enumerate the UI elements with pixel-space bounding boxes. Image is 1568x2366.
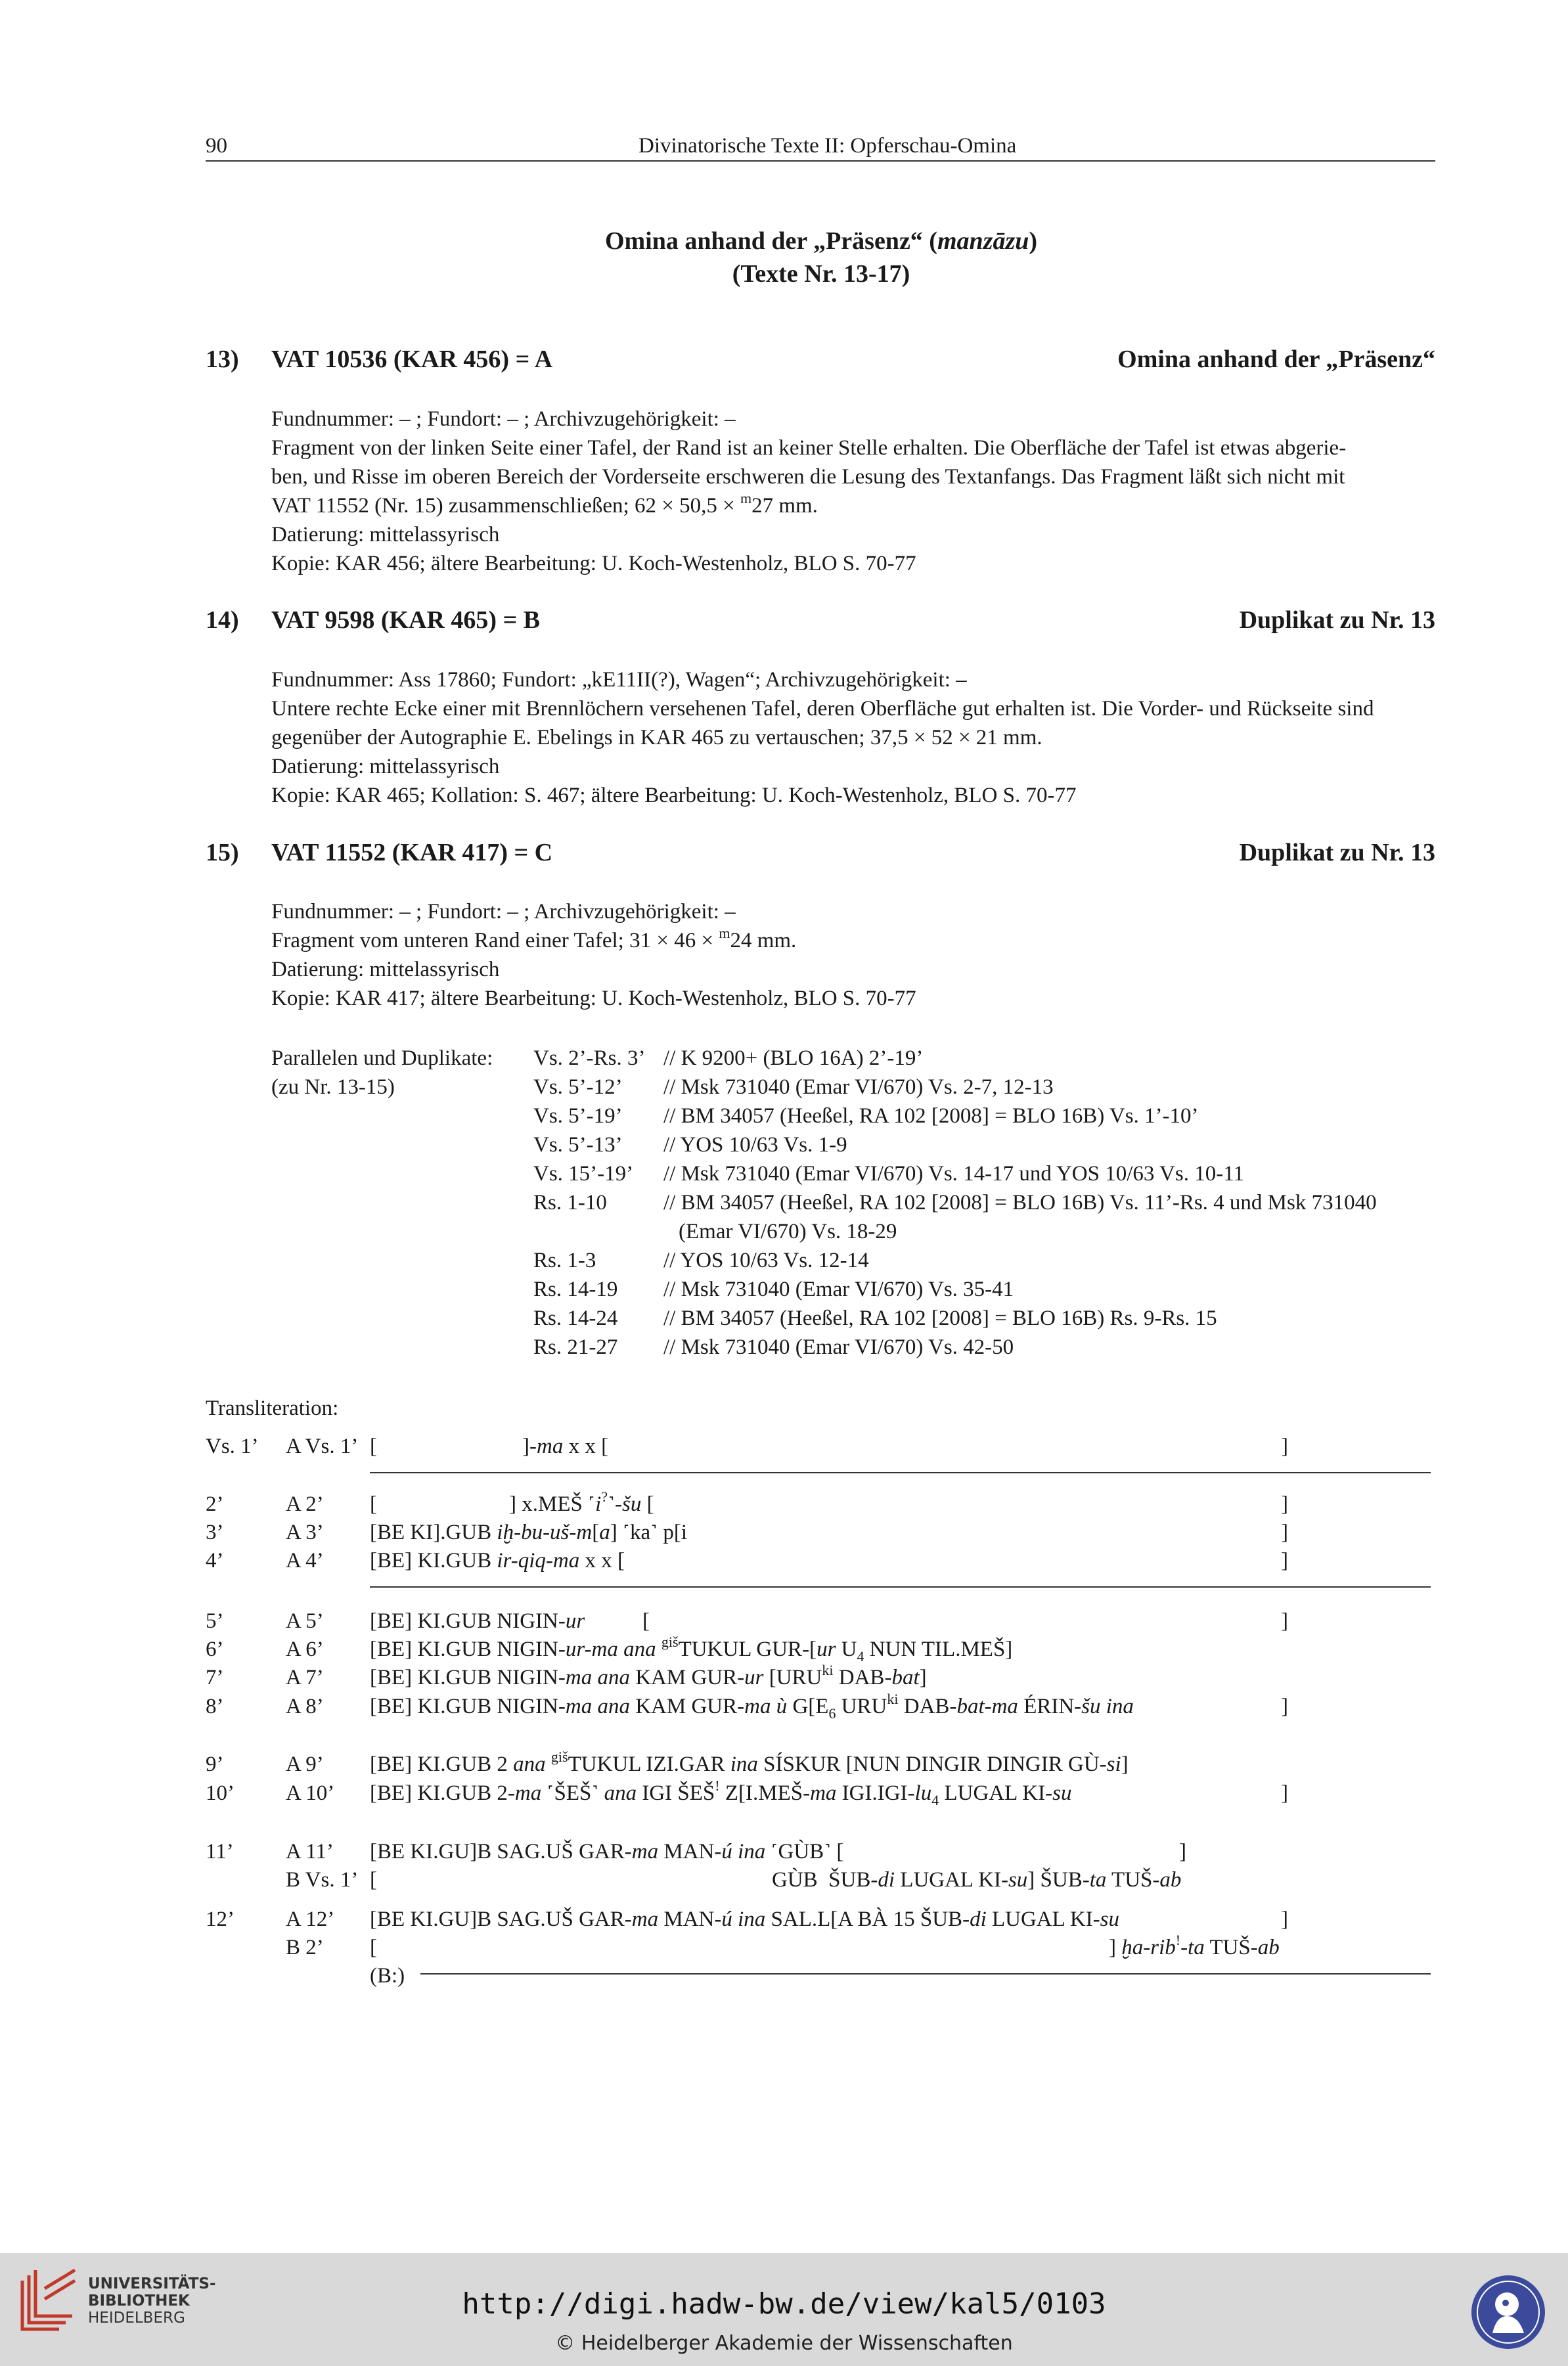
line-text: ] — [1281, 1435, 1288, 1458]
line-text: ] — [1281, 1695, 1288, 1718]
parallel-text: // Msk 731040 (Emar VI/670) Vs. 35-41 — [663, 1278, 1014, 1301]
parallel-text: // Msk 731040 (Emar VI/670) Vs. 14-17 und YOS 10/63 Vs. 10-11 — [663, 1162, 1244, 1186]
parallel-text: // K 9200+ (BLO 16A) 2’-19’ — [663, 1046, 924, 1070]
entry-classification: Duplikat zu Nr. 13 — [1239, 839, 1435, 866]
entry-line: Fundnummer: Ass 17860; Fundort: „kE11II(?), Wagen“; Archivzugehörigkeit: – — [271, 668, 967, 692]
line-source: A 5’ — [286, 1609, 324, 1633]
line-text: [BE] KI.GUB 2 ana $^{giš}$TUKUL IZI.GAR ina SÍSKUR [NUN DINGIR DINGIR GÙ-si] — [370, 1749, 1129, 1776]
entry-line: Kopie: KAR 465; Kollation: S. 467; ältere Bearbeitung: U. Koch-Westenholz, BLO S. 70-77 — [271, 784, 1077, 807]
line-text: [ — [370, 1435, 377, 1458]
line-number: 5’ — [206, 1609, 224, 1633]
entry-line: gegenüber der Autographie E. Ebelings in KAR 465 zu vertauschen; 37,5 × 52 × 21 mm. — [271, 726, 1042, 749]
divider-rule — [370, 1472, 1431, 1473]
entry-line: Datierung: mittelassyrisch — [271, 958, 500, 981]
line-number: 12’ — [206, 1908, 235, 1931]
line-number: 11’ — [206, 1840, 234, 1864]
line-number: 10’ — [206, 1781, 235, 1805]
line-number: 6’ — [206, 1638, 224, 1661]
parallel-ref: Vs. 5’-12’ — [533, 1075, 623, 1099]
line-number: 4’ — [206, 1549, 224, 1573]
divider-rule — [420, 1973, 1431, 1975]
parallel-text: // BM 34057 (Heeßel, RA 102 [2008] = BLO 16B) Vs. 11’-Rs. 4 und Msk 731040 — [663, 1191, 1377, 1215]
entry-line: Fragment von der linken Seite einer Tafel, der Rand ist an keiner Stelle erhalten. Die Oberfläche der Tafel ist etwas abgerie- — [271, 436, 1347, 460]
parallel-text: // BM 34057 (Heeßel, RA 102 [2008] = BLO 16B) Rs. 9-Rs. 15 — [663, 1306, 1217, 1330]
line-text: ] x.MEŠ ˹i?˺-šu [ — [509, 1488, 654, 1516]
line-text: ] — [1281, 1492, 1288, 1516]
line-text: [BE KI.GU]B SAG.UŠ GAR-ma MAN-ú ina SAL.L[A BÀ 15 ŠUB-di LUGAL KI-su — [370, 1908, 1119, 1931]
line-text: ] — [1281, 1549, 1288, 1573]
line-source: A 12’ — [286, 1908, 335, 1931]
line-source: A 2’ — [286, 1492, 324, 1516]
entry-classification: Omina anhand der „Präsenz“ — [1117, 346, 1435, 373]
line-source: A 10’ — [286, 1781, 335, 1805]
line-number: 8’ — [206, 1695, 224, 1718]
line-source: B 2’ — [286, 1936, 324, 1959]
header-rule — [206, 160, 1435, 162]
entry-siglum: VAT 11552 (KAR 417) = C — [271, 839, 553, 866]
parallel-ref: Rs. 21-27 — [533, 1335, 618, 1359]
entry-line: Fragment vom unteren Rand einer Tafel; 31 × 46 × $^m$24 mm. — [271, 925, 797, 952]
entry-siglum: VAT 10536 (KAR 456) = A — [271, 346, 553, 373]
parallel-text: // YOS 10/63 Vs. 12-14 — [663, 1249, 869, 1272]
line-text: [ — [370, 1492, 377, 1516]
entry-line: Datierung: mittelassyrisch — [271, 755, 500, 778]
divider-rule — [370, 1586, 1431, 1588]
line-text: [BE KI.GU]B SAG.UŠ GAR-ma MAN-ú ina ˹GÙB˺ [ — [370, 1840, 844, 1864]
entry-line: ben, und Risse im oberen Bereich der Vorderseite erschweren die Lesung des Textanfangs. Das Fragment läßt sich nicht mit — [271, 465, 1345, 489]
parallel-ref: Vs. 15’-19’ — [533, 1162, 634, 1186]
entry-number: 13) — [206, 346, 239, 373]
line-source: A 7’ — [286, 1666, 324, 1689]
line-number: 3’ — [206, 1521, 224, 1544]
line-text: [ — [642, 1609, 650, 1633]
parallel-ref: Rs. 1-3 — [533, 1249, 596, 1272]
line-text: [BE] KI.GUB NIGIN-ur — [370, 1609, 585, 1633]
line-source: (B:) — [370, 1964, 405, 1988]
entry-line: Fundnummer: – ; Fundort: – ; Archivzugehörigkeit: – — [271, 407, 736, 431]
line-text: [BE KI].GUB iḫ-bu-uš-m[a] ˹ka˺ p[i — [370, 1521, 687, 1544]
line-text: ] — [1281, 1609, 1288, 1633]
copyright: © Heidelberger Akademie der Wissenschaften — [555, 2332, 1013, 2355]
line-number: Vs. 1’ — [206, 1435, 259, 1458]
section-title: Omina anhand der „Präsenz“ (manzāzu) — [604, 227, 1038, 255]
line-text: [BE] KI.GUB NIGIN-ma ana KAM GUR-ur [$URU^{ki}$ DAB-bat] — [370, 1662, 927, 1689]
section-subtitle: (Texte Nr. 13-17) — [732, 260, 910, 288]
footer-band — [0, 2253, 1568, 2366]
parallels-label: Parallelen und Duplikate: — [271, 1046, 493, 1070]
line-text: ] ḫa-rib!-ta TUŠ-ab — [1109, 1932, 1280, 1959]
parallel-ref: Rs. 14-24 — [533, 1306, 618, 1330]
line-text: ] — [1179, 1840, 1186, 1864]
parallel-text: // Msk 731040 (Emar VI/670) Vs. 2-7, 12-13 — [663, 1075, 1054, 1099]
line-source: A 3’ — [286, 1521, 324, 1544]
line-source: A 11’ — [286, 1840, 334, 1864]
parallel-text: (Emar VI/670) Vs. 18-29 — [679, 1220, 897, 1243]
entry-siglum: VAT 9598 (KAR 465) = B — [271, 606, 541, 634]
entry-line: Datierung: mittelassyrisch — [271, 523, 500, 547]
line-source: A 9’ — [286, 1752, 324, 1776]
line-source: A 8’ — [286, 1695, 324, 1718]
entry-line: Untere rechte Ecke einer mit Brennlöchern versehenen Tafel, deren Oberfläche gut erhalten ist. Die Vorder- und Rückseite sind — [271, 697, 1374, 721]
running-title: Divinatorische Texte II: Opferschau-Omina — [638, 134, 1017, 158]
line-text: ]-ma x x [ — [522, 1435, 609, 1458]
parallel-ref: Rs. 14-19 — [533, 1278, 618, 1301]
academy-seal-icon — [1469, 2273, 1548, 2352]
line-text: [BE] KI.GUB 2-ma ˹ŠEŠ˺ ana IGI ŠEŠ! Z[I.MEŠ-ma $IGI.IGI-lu_4$ LUGAL KI-su — [370, 1777, 1072, 1808]
parallel-text: // YOS 10/63 Vs. 1-9 — [663, 1133, 847, 1157]
transliteration-title: Transliteration: — [206, 1396, 339, 1420]
line-text: ] — [1281, 1908, 1288, 1931]
entry-line: Kopie: KAR 417; ältere Bearbeitung: U. Koch-Westenholz, BLO S. 70-77 — [271, 987, 916, 1010]
parallel-ref: Rs. 1-10 — [533, 1191, 607, 1215]
document-url[interactable]: http://digi.hadw-bw.de/view/kal5/0103 — [462, 2287, 1106, 2321]
parallel-ref: Vs. 5’-13’ — [533, 1133, 623, 1157]
line-source: A Vs. 1’ — [286, 1435, 359, 1458]
parallel-text: // Msk 731040 (Emar VI/670) Vs. 42-50 — [663, 1335, 1014, 1359]
entry-number: 14) — [206, 606, 239, 634]
line-text: [BE] KI.GUB NIGIN-ma ana KAM GUR-ma ù $G[E_6$ $URU^{ki}$ DAB-bat-ma ÉRIN-šu ina — [370, 1691, 1134, 1722]
parallels-label: (zu Nr. 13-15) — [271, 1075, 395, 1099]
line-text: [BE] KI.GUB ir-qiq-ma x x [ — [370, 1549, 625, 1573]
line-text: ] — [1281, 1781, 1288, 1805]
entry-line: Kopie: KAR 456; ältere Bearbeitung: U. Koch-Westenholz, BLO S. 70-77 — [271, 552, 916, 575]
line-text: GÙB ŠUB-di LUGAL KI-su] ŠUB-ta TUŠ-ab — [772, 1868, 1182, 1892]
entry-number: 15) — [206, 839, 239, 866]
line-source: A 4’ — [286, 1549, 324, 1573]
line-number: 9’ — [206, 1752, 224, 1776]
entry-line: Fundnummer: – ; Fundort: – ; Archivzugehörigkeit: – — [271, 900, 736, 924]
line-number: 7’ — [206, 1666, 224, 1689]
line-text: [ — [370, 1868, 377, 1892]
line-text: ] — [1281, 1521, 1288, 1544]
line-number: 2’ — [206, 1492, 224, 1516]
line-text: [ — [370, 1936, 377, 1959]
parallel-ref: Vs. 5’-19’ — [533, 1104, 623, 1128]
line-source: A 6’ — [286, 1638, 324, 1661]
library-name: UNIVERSITÄTS- BIBLIOTHEK HEIDELBERG — [88, 2275, 216, 2327]
parallel-ref: Vs. 2’-Rs. 3’ — [533, 1046, 646, 1070]
parallel-text: // BM 34057 (Heeßel, RA 102 [2008] = BLO 16B) Vs. 1’-10’ — [663, 1104, 1199, 1128]
page-number: 90 — [206, 134, 227, 158]
line-text: [BE] KI.GUB NIGIN-ur-ma ana $^{giš}$TUKUL GUR-[ur $U_4$ NUN TIL.MEŠ] — [370, 1634, 1013, 1664]
entry-line: VAT 11552 (Nr. 15) zusammenschließen; 62 × 50,5 × $^m$27 mm. — [271, 490, 818, 518]
line-source: B Vs. 1’ — [286, 1868, 359, 1892]
entry-classification: Duplikat zu Nr. 13 — [1239, 606, 1435, 634]
